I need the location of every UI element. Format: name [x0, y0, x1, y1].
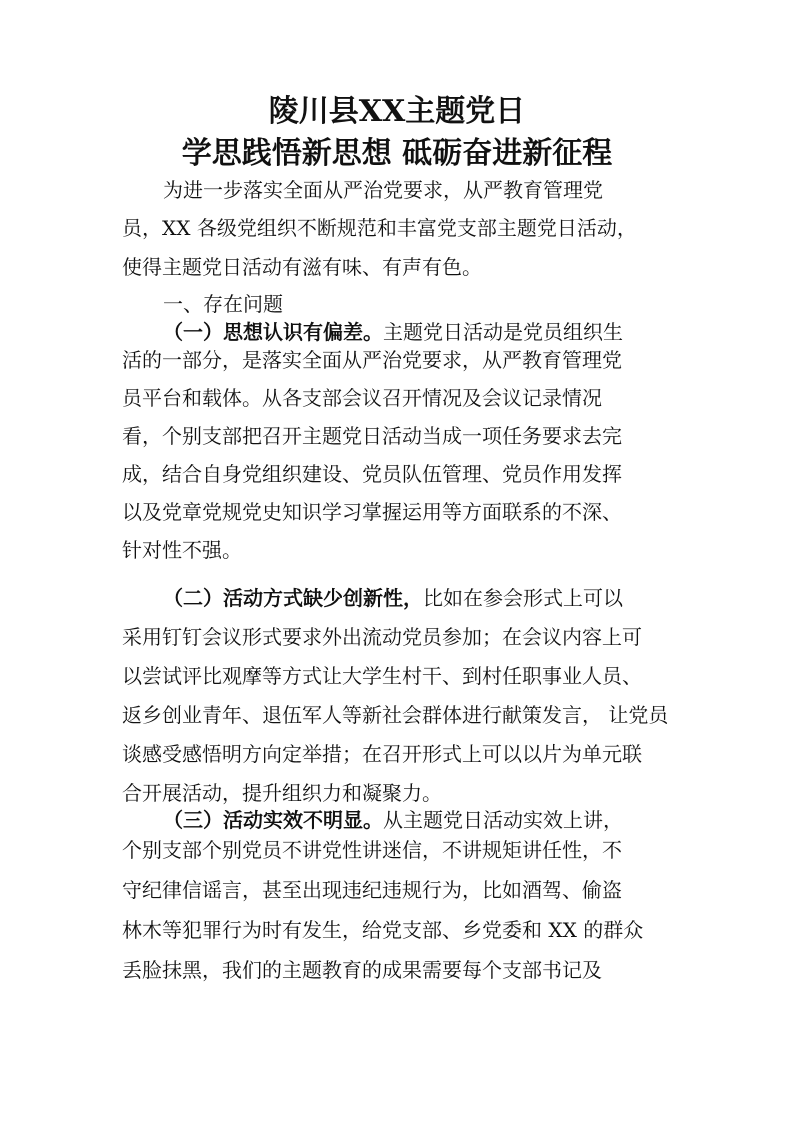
item-heading: （一）思想认识有偏差。: [163, 320, 383, 344]
item-line: 以及党章党规党史知识学习掌握运用等方面联系的不深、: [122, 500, 622, 524]
item-line: 林木等犯罪行为时有发生，给党支部、乡党委和 XX 的群众: [122, 918, 644, 942]
item-line: 活的一部分，是落实全面从严治党要求，从严教育管理党: [122, 348, 622, 372]
item-heading: （二）活动方式缺少创新性，: [163, 586, 423, 610]
item-line: 采用钉钉会议形式要求外出流动党员参加；在会议内容上可: [122, 625, 642, 649]
item-line: 合开展活动，提升组织力和凝聚力。: [122, 781, 442, 805]
item-line: 守纪律信谣言，甚至出现违纪违规行为，比如酒驾、偷盗: [122, 878, 622, 902]
intro-line: 为进一步落实全面从严治党要求，从严教育管理党: [163, 178, 603, 202]
item-line: 返乡创业青年、退伍军人等新社会群体进行献策发言， 让党员: [122, 703, 669, 727]
item-line: 以尝试评比观摩等方式让大学生村干、到村任职事业人员、: [122, 664, 642, 688]
item-text: 从主题党日活动实效上讲，: [383, 808, 623, 832]
item-line: 丢脸抹黑，我们的主题教育的成果需要每个支部书记及: [122, 958, 602, 982]
section-heading: 一、存在问题: [163, 292, 283, 316]
document-title: 陵川县XX主题党日: [268, 94, 526, 129]
item-line: 看，个别支部把召开主题党日活动当成一项任务要求去完: [122, 424, 622, 448]
item-line: 谈感受感悟明方向定举措；在召开形式上可以以片为单元联: [122, 742, 642, 766]
item-text: 比如在参会形式上可以: [423, 586, 623, 610]
intro-line: 使得主题党日活动有滋有味、有声有色。: [122, 255, 482, 279]
intro-line: 员，XX 各级党组织不断规范和丰富党支部主题党日活动，: [122, 216, 637, 240]
item-line: 员平台和载体。从各支部会议召开情况及会议记录情况: [122, 386, 602, 410]
item-first-line: [163, 806, 623, 834]
item-line: 针对性不强。: [122, 538, 242, 562]
item-first-line: [163, 318, 623, 346]
item-first-line: [163, 584, 623, 612]
item-text: 主题党日活动是党员组织生: [383, 320, 623, 344]
item-line: 个别支部个别党员不讲党性讲迷信，不讲规矩讲任性，不: [122, 838, 622, 862]
item-heading: （三）活动实效不明显。: [163, 808, 383, 832]
item-line: 成，结合自身党组织建设、党员队伍管理、党员作用发挥: [122, 462, 622, 486]
document-subtitle: 学思践悟新思想 砥砺奋进新征程: [181, 136, 613, 171]
